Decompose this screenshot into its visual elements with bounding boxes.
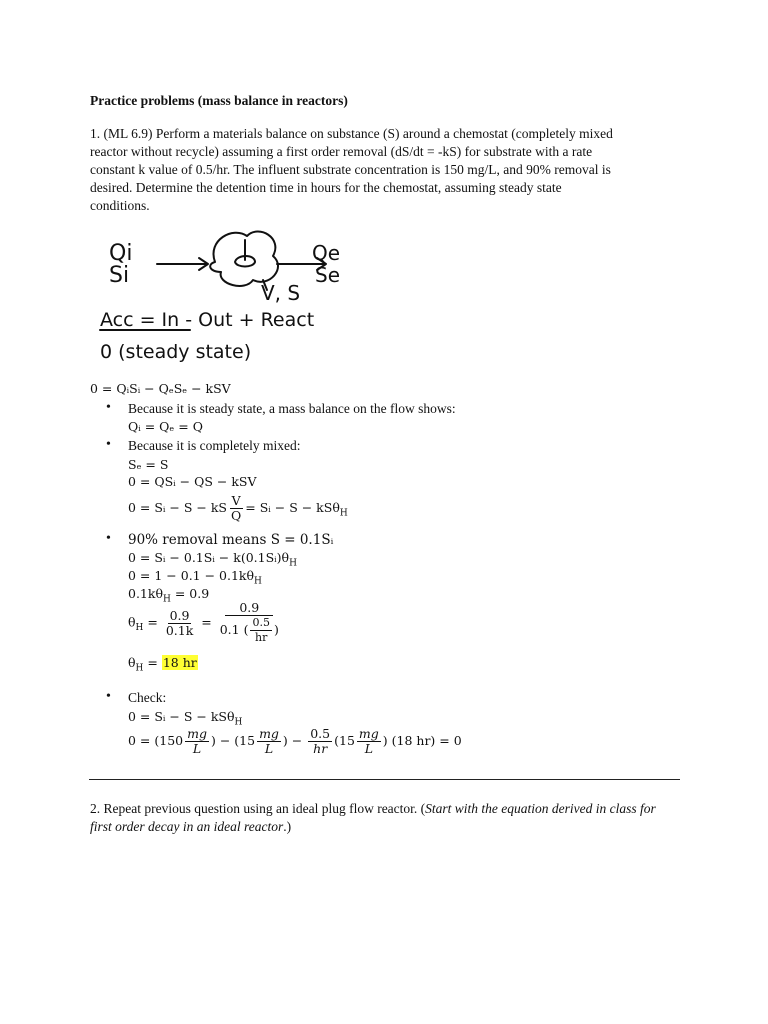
problem-2-tail: .) (283, 819, 292, 834)
denominator: L (264, 741, 274, 756)
equation-part: ) − (282, 733, 303, 748)
theta-equation: $\theta_H$ = $\frac{0.9}{0.1k}$ = 0.9 0.1 ( $\frac{0.5}{hr}$ ) (128, 600, 279, 644)
numerator: 0.5 (310, 726, 331, 741)
fraction (250, 616, 272, 645)
main-balance-equation: 0 = QᵢSᵢ − QₑSₑ − kSV (90, 381, 231, 396)
inflow-q-label: Qi (109, 241, 133, 266)
problem-line: reactor without recycle) assuming a first order removal (dS/dt = -kS) for substrate with a rate (90, 144, 593, 159)
denominator: L (192, 741, 202, 756)
bullet-dot: • (106, 437, 111, 452)
numerator: mg (259, 726, 279, 741)
answer-line: $\theta_H = 18$ hr (128, 655, 197, 674)
equation-part: 0 = Sᵢ − S − kS (128, 500, 227, 515)
denominator: hr (313, 741, 328, 756)
problem-line: desired. Determine the detention time in hours for the chemostat, assuming steady state (90, 180, 562, 195)
bullet-text: Because it is completely mixed: (128, 438, 301, 453)
numerator: 0.9 (225, 601, 273, 616)
problem-line: 1. (ML 6.9) Perform a materials balance on substance (S) around a chemostat (completely mixed (90, 126, 613, 141)
bullet-dot: • (106, 689, 111, 704)
problem-1-text (90, 125, 680, 215)
numerator: mg (358, 726, 379, 741)
reactor-sketch (95, 218, 345, 373)
equation-part: 0 = Sᵢ − 0.1Sᵢ − k(0.1Sᵢ)θ (128, 550, 290, 565)
bullet-text: 90% removal means S = 0.1Sᵢ (128, 532, 334, 548)
equation-part: θ (128, 655, 136, 670)
fraction (218, 601, 281, 645)
denominator: 0.1 ( $\frac{0.5}{hr}$ ) (219, 616, 279, 644)
denominator: 0.1k (165, 622, 194, 638)
bullet-dot: • (106, 531, 111, 546)
denominator: Q (231, 508, 242, 523)
fraction (185, 727, 209, 756)
equation-line: Sₑ = S (128, 457, 169, 472)
equation-part: ) − (15 (210, 733, 256, 748)
equation-line: $0 = 1 - 0.1 - 0.1k\theta_H$ (128, 568, 262, 587)
equation-part: 0 = (150 (128, 733, 184, 748)
fraction (357, 727, 381, 756)
fraction (229, 494, 243, 523)
numerator: V (231, 493, 241, 508)
equation-line: $0.1k\theta_H = 0.9$ (128, 586, 210, 605)
fraction (164, 609, 195, 638)
highlighted-answer: 18 hr (162, 655, 197, 670)
section-divider (89, 779, 680, 780)
equation-line: 0 = Sᵢ − S − kSθ$_H$ (128, 709, 243, 728)
equation-part: ) (18 hr) = 0 (382, 733, 462, 748)
equation-part: θ (128, 614, 136, 630)
check-equation (128, 727, 462, 756)
numerator: 0.9 (169, 607, 190, 623)
bullet-dot: • (106, 400, 111, 415)
numerator: 0.5 (252, 616, 270, 629)
page-title: Practice problems (mass balance in reactors) (90, 93, 348, 108)
equation-part: 0 = 1 − 0.1 − 0.1kθ (128, 568, 255, 583)
problem-2-lead: 2. Repeat previous question using an ideal plug flow reactor. ( (90, 801, 426, 816)
flow-balance-equation: Qᵢ = Qₑ = Q (128, 419, 203, 434)
equation-part: = 0.9 (174, 586, 210, 601)
fraction (308, 727, 332, 756)
bullet-text: Check: (128, 690, 167, 705)
denominator: hr (255, 631, 268, 644)
numerator: mg (187, 726, 207, 741)
denominator: L (364, 741, 373, 756)
equation-part: = Sᵢ − S − kSθ (245, 500, 340, 515)
outflow-q-label: Qe (311, 241, 340, 265)
problem-2-text (90, 800, 680, 836)
equation-part: 0 = Sᵢ − S − kSθ (128, 709, 235, 724)
fraction (257, 727, 281, 756)
mass-balance-handwritten: Acc = In - Out + React (100, 309, 315, 331)
equation-line: 0 = QSᵢ − QS − kSV (128, 474, 257, 489)
problem-line: constant k value of 0.5/hr. The influent substrate concentration is 150 mg/L, and 90% removal is (90, 162, 611, 177)
outflow-s-label: Se (315, 263, 340, 287)
inflow-s-label: Si (109, 263, 130, 288)
equation-line: 0 = Sᵢ − 0.1Sᵢ − $k(0.1Sᵢ)\theta_H$ (128, 550, 297, 569)
equation-part: (15 (334, 733, 355, 748)
equation-line: 0 = Sᵢ − S − kS $\frac{V}{Q}$ = Sᵢ − S − kSθ$_H$ (128, 493, 348, 523)
problem-line: conditions. (90, 198, 150, 213)
problem-2-italic: Start with the equation derived in class for first order decay in an ideal reactor (90, 801, 656, 834)
bullet-text: Because it is steady state, a mass balance on the flow shows: (128, 401, 456, 416)
steady-state-handwritten: 0 (steady state) (100, 341, 252, 363)
equation-part: 0.1 (219, 622, 240, 637)
reactor-volume-label: V, S (261, 281, 301, 305)
equation-part: 0.1kθ (128, 586, 163, 601)
